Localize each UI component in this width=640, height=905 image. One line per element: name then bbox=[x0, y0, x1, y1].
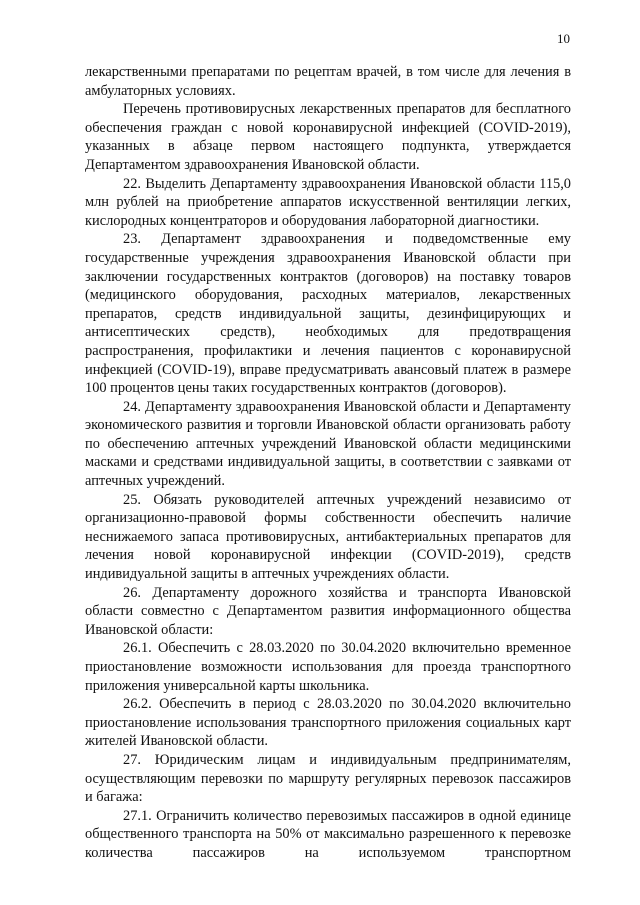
page-number: 10 bbox=[557, 31, 570, 46]
paragraph-5: 25. Обязать руководителей аптечных учреждений независимо от организационно-правовой формы собственности обеспечить наличие неснижаемого запаса противовирусных, антибактериальных препаратов для лечения новой коронавирусной инфекции (COVID-2019), средств индивидуальной защиты в аптечных учреждениях области. bbox=[85, 491, 571, 583]
paragraph-7: 26.1. Обеспечить с 28.03.2020 по 30.04.2020 включительно временное приостановление возможности использования для проезда транспортного приложения универсальной карты школьника. bbox=[85, 640, 571, 694]
document-body bbox=[85, 63, 571, 863]
paragraph-8: 26.2. Обеспечить в период с 28.03.2020 по 30.04.2020 включительно приостановление использования транспортного приложения социальных карт жителей Ивановской области. bbox=[85, 696, 571, 750]
paragraph-9: 27. Юридическим лицам и индивидуальным предпринимателям, осуществляющим перевозки по маршруту регулярных перевозок пассажиров и багажа: bbox=[85, 751, 571, 806]
paragraph-6: 26. Департаменту дорожного хозяйства и транспорта Ивановской области совместно с Департаментом развития информационного общества Ивановской области: bbox=[85, 584, 571, 638]
paragraph-10: 27.1. Ограничить количество перевозимых пассажиров в одной единице общественного транспорта на 50% от максимально разрешенного к перевозке количества пассажиров на используемом транспортном bbox=[85, 807, 571, 861]
paragraph-0: лекарственными препаратами по рецептам врачей, в том числе для лечения в амбулаторных условиях. bbox=[85, 64, 571, 99]
paragraph-3: 23. Департамент здравоохранения и подведомственные ему государственные учреждения здравоохранения Ивановской области при заключении государственных контрактов (договоров) на поставку товаров (медицинского оборудования, расходных материалов, лекарственных препаратов, средств индивидуальной защиты, дезинфицирующих и антисептических средств), необходимых для предотвращения распространения, профилактики и лечения пациентов с коронавирусной инфекцией (COVID-19), вправе предусматривать авансовый платеж в размере 100 процентов цены таких государственных контрактов (договоров). bbox=[85, 231, 571, 397]
paragraph-2: 22. Выделить Департаменту здравоохранения Ивановской области 115,0 млн рублей на приобретение аппаратов искусственной вентиляции легких, кислородных концентраторов и оборудования лабораторной диагностики. bbox=[85, 175, 571, 229]
paragraph-4: 24. Департаменту здравоохранения Ивановской области и Департаменту экономического развития и торговли Ивановской области организовать работу по обеспечению аптечных учреждений Ивановской области медицинскими масками и средствами индивидуальной защиты, в соответствии с заявками от аптечных учреждений. bbox=[85, 398, 571, 490]
paragraph-1: Перечень противовирусных лекарственных препаратов для бесплатного обеспечения граждан с новой коронавирусной инфекцией (COVID-2019), указанных в абзаце первом настоящего подпункта, утверждается Департаментом здравоохранения Ивановской области. bbox=[85, 101, 571, 173]
